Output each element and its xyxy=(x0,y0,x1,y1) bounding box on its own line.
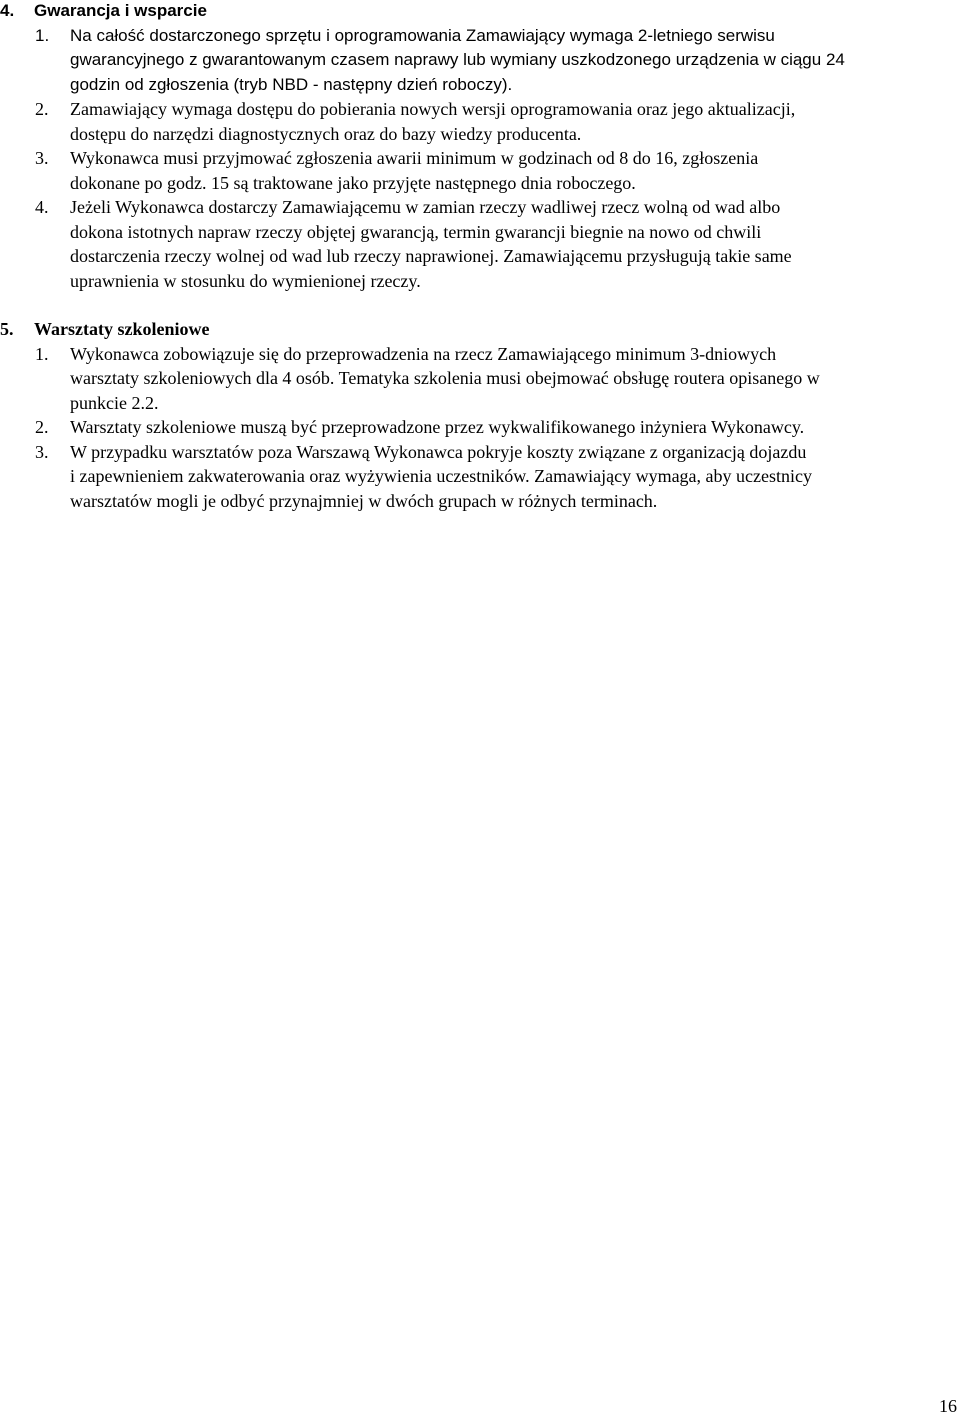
text-line: dokonane po godz. 15 są traktowane jako przyjęte następnego dnia roboczego. xyxy=(70,172,636,193)
item-number: 4. xyxy=(35,197,49,217)
section-gwarancja xyxy=(0,0,960,293)
text-line: dostępu do narzędzi diagnostycznych oraz do bazy wiedzy producenta. xyxy=(70,123,582,144)
page-number: 16 xyxy=(939,1396,957,1416)
item-number: 2. xyxy=(35,99,49,119)
text-line: Zamawiający wymaga dostępu do pobierania nowych wersji oprogramowania oraz jego aktualizacji, xyxy=(70,99,796,119)
item-number: 1. xyxy=(35,25,50,45)
item-text xyxy=(70,415,960,440)
text-line: Wykonawca zobowiązuje się do przeprowadzenia na rzecz Zamawiającego minimum 3-dniowych xyxy=(70,343,777,364)
text-line: dostarczenia rzeczy wolnej od wad lub rzeczy naprawionej. Zamawiającemu przysługują takie same xyxy=(70,246,792,266)
section-heading xyxy=(0,317,960,342)
text-line: uprawnienia w stosunku do wymienionej rzeczy. xyxy=(70,270,421,291)
list-item xyxy=(0,24,960,98)
section-number: 4. xyxy=(0,1,15,20)
item-text xyxy=(70,24,960,98)
item-text xyxy=(70,342,960,416)
text-line: godzin od zgłoszenia (tryb NBD - następny dzień roboczy). xyxy=(70,74,513,94)
section-number: 5. xyxy=(0,319,14,339)
section-warsztaty xyxy=(0,317,960,513)
item-text xyxy=(70,146,960,195)
section-title: Warsztaty szkoleniowe xyxy=(34,319,210,339)
text-line: W przypadku warsztatów poza Warszawą Wykonawca pokryje koszty związane z organizacją dojazdu xyxy=(70,441,807,462)
text-line: dokona istotnych napraw rzeczy objętej gwarancją, termin gwarancji biegnie na nowo od chwili xyxy=(70,221,762,242)
text-line: Wykonawca musi przyjmować zgłoszenia awarii minimum w godzinach od 8 do 16, zgłoszenia xyxy=(70,148,759,168)
item-number: 2. xyxy=(35,417,49,437)
list-item xyxy=(0,415,960,440)
text-line: i zapewnieniem zakwaterowania oraz wyżywienia uczestników. Zamawiający wymaga, aby uczestnicy xyxy=(70,466,812,486)
list-item xyxy=(0,195,960,293)
text-line: Na całość dostarczonego sprzętu i oprogramowania Zamawiający wymaga 2-letniego serwisu xyxy=(70,25,775,45)
item-number: 3. xyxy=(35,441,49,462)
text-line: Warsztaty szkoleniowe muszą być przeprowadzone przez wykwalifikowanego inżyniera Wykonawcy. xyxy=(70,417,805,437)
item-text xyxy=(70,195,960,293)
text-line: punkcie 2.2. xyxy=(70,392,159,413)
item-text xyxy=(70,97,960,146)
item-number: 3. xyxy=(35,148,49,168)
text-line: gwarancyjnego z gwarantowanym czasem naprawy lub wymiany uszkodzonego urządzenia w ciągu 24 xyxy=(70,50,845,69)
section-heading xyxy=(0,0,960,24)
list-item xyxy=(0,97,960,146)
item-number: 1. xyxy=(35,343,49,364)
list-item xyxy=(0,342,960,416)
section-title: Gwarancja i wsparcie xyxy=(34,1,207,20)
text-line: warsztaty szkoleniowych dla 4 osób. Tematyka szkolenia musi obejmować obsługę routera opisanego w xyxy=(70,368,820,388)
text-line: Jeżeli Wykonawca dostarczy Zamawiającemu w zamian rzeczy wadliwej rzecz wolną od wad albo xyxy=(70,197,781,217)
list-item xyxy=(0,146,960,195)
item-text xyxy=(70,440,960,514)
list-item xyxy=(0,440,960,514)
text-line: warsztatów mogli je odbyć przynajmniej w dwóch grupach w różnych terminach. xyxy=(70,490,658,511)
